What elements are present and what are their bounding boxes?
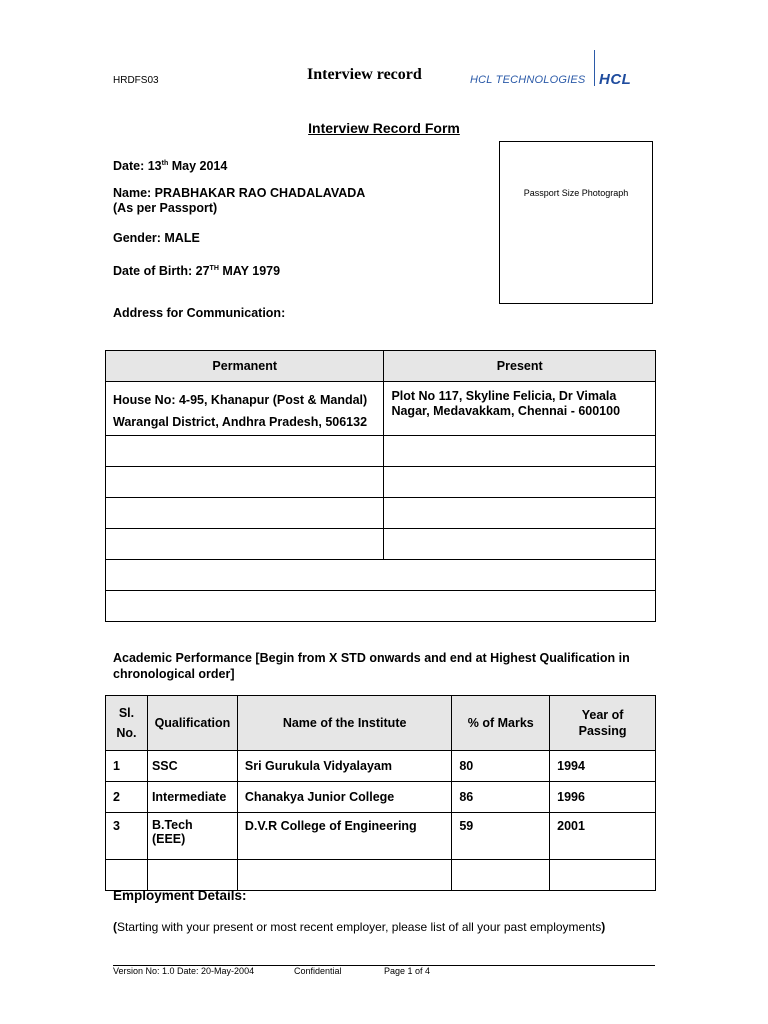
header-qualification: Qualification [147,696,237,751]
empty-cell [106,436,384,467]
address-heading: Address for Communication: [113,306,286,320]
present-address: Plot No 117, Skyline Felicia, Dr Vimala Nagar, Medavakkam, Chennai - 600100 [384,382,656,436]
header-sl-no: Sl. No. [106,696,148,751]
table-row [106,813,656,860]
academic-table [105,695,656,891]
logo-divider [594,50,595,86]
table-row [106,467,656,498]
cell-sl: 3 [106,813,148,860]
footer-version: Version No: 1.0 Date: 20-May-2004 [113,966,255,976]
logo-brand: HCL [599,71,632,88]
name-note: (As per Passport) [113,201,218,215]
empty-cell [106,591,656,622]
header-year: Year of Passing [550,696,656,751]
cell-year: 1994 [550,751,656,782]
empty-cell [106,560,656,591]
table-row [106,498,656,529]
passport-photo-box [499,141,653,304]
employment-note: (Starting with your present or most recent employer, please list of all your past employments) [113,920,606,934]
empty-cell [452,860,550,891]
footer-page: Page 1 of 4 [384,966,431,976]
header-marks: % of Marks [452,696,550,751]
empty-cell [106,529,384,560]
cell-marks: 86 [452,782,550,813]
cell-qualification: Intermediate [147,782,237,813]
empty-cell [106,498,384,529]
date-field: Date: 13th May 2014 [113,159,228,174]
table-row [106,436,656,467]
empty-cell [384,498,656,529]
empty-cell [384,467,656,498]
name-field: Name: PRABHAKAR RAO CHADALAVADA (As per Passport) [113,186,366,215]
employment-heading: Employment Details: [113,888,247,903]
document-code: HRDFS03 [113,75,159,86]
table-row [106,782,656,813]
address-table [105,350,656,622]
table-row [106,751,656,782]
empty-cell [550,860,656,891]
company-logo [470,50,650,86]
empty-cell [237,860,451,891]
table-row [106,860,656,891]
table-row [106,560,656,591]
header-institute: Name of the Institute [237,696,451,751]
empty-cell [106,467,384,498]
header-permanent: Permanent [106,351,384,382]
cell-qualification: B.Tech (EEE) [147,813,237,860]
academic-header-row [106,696,656,751]
gender-field: Gender: MALE [113,231,200,245]
table-row [106,382,656,436]
document-title: Interview record [307,66,422,83]
table-row [106,591,656,622]
footer-confidential: Confidential [294,966,342,976]
header-present: Present [384,351,656,382]
empty-cell [384,436,656,467]
permanent-address: House No: 4-95, Khanapur (Post & Mandal) Warangal District, Andhra Pradesh, 506132 [106,382,384,436]
cell-sl: 1 [106,751,148,782]
academic-heading: Academic Performance [Begin from X STD onwards and end at Highest Qualification in chronological order] [113,651,630,681]
cell-year: 1996 [550,782,656,813]
cell-institute: Sri Gurukula Vidyalayam [237,751,451,782]
empty-cell [384,529,656,560]
logo-text: HCL TECHNOLOGIES [470,74,586,86]
cell-qualification: SSC [147,751,237,782]
address-header-row [106,351,656,382]
empty-cell [106,860,148,891]
cell-institute: D.V.R College of Engineering [237,813,451,860]
empty-cell [147,860,237,891]
dob-field: Date of Birth: 27TH MAY 1979 [113,264,281,279]
form-title: Interview Record Form [308,120,460,136]
table-row [106,529,656,560]
cell-marks: 80 [452,751,550,782]
cell-marks: 59 [452,813,550,860]
photo-label: Passport Size Photograph [523,188,629,198]
cell-year: 2001 [550,813,656,860]
cell-sl: 2 [106,782,148,813]
cell-institute: Chanakya Junior College [237,782,451,813]
